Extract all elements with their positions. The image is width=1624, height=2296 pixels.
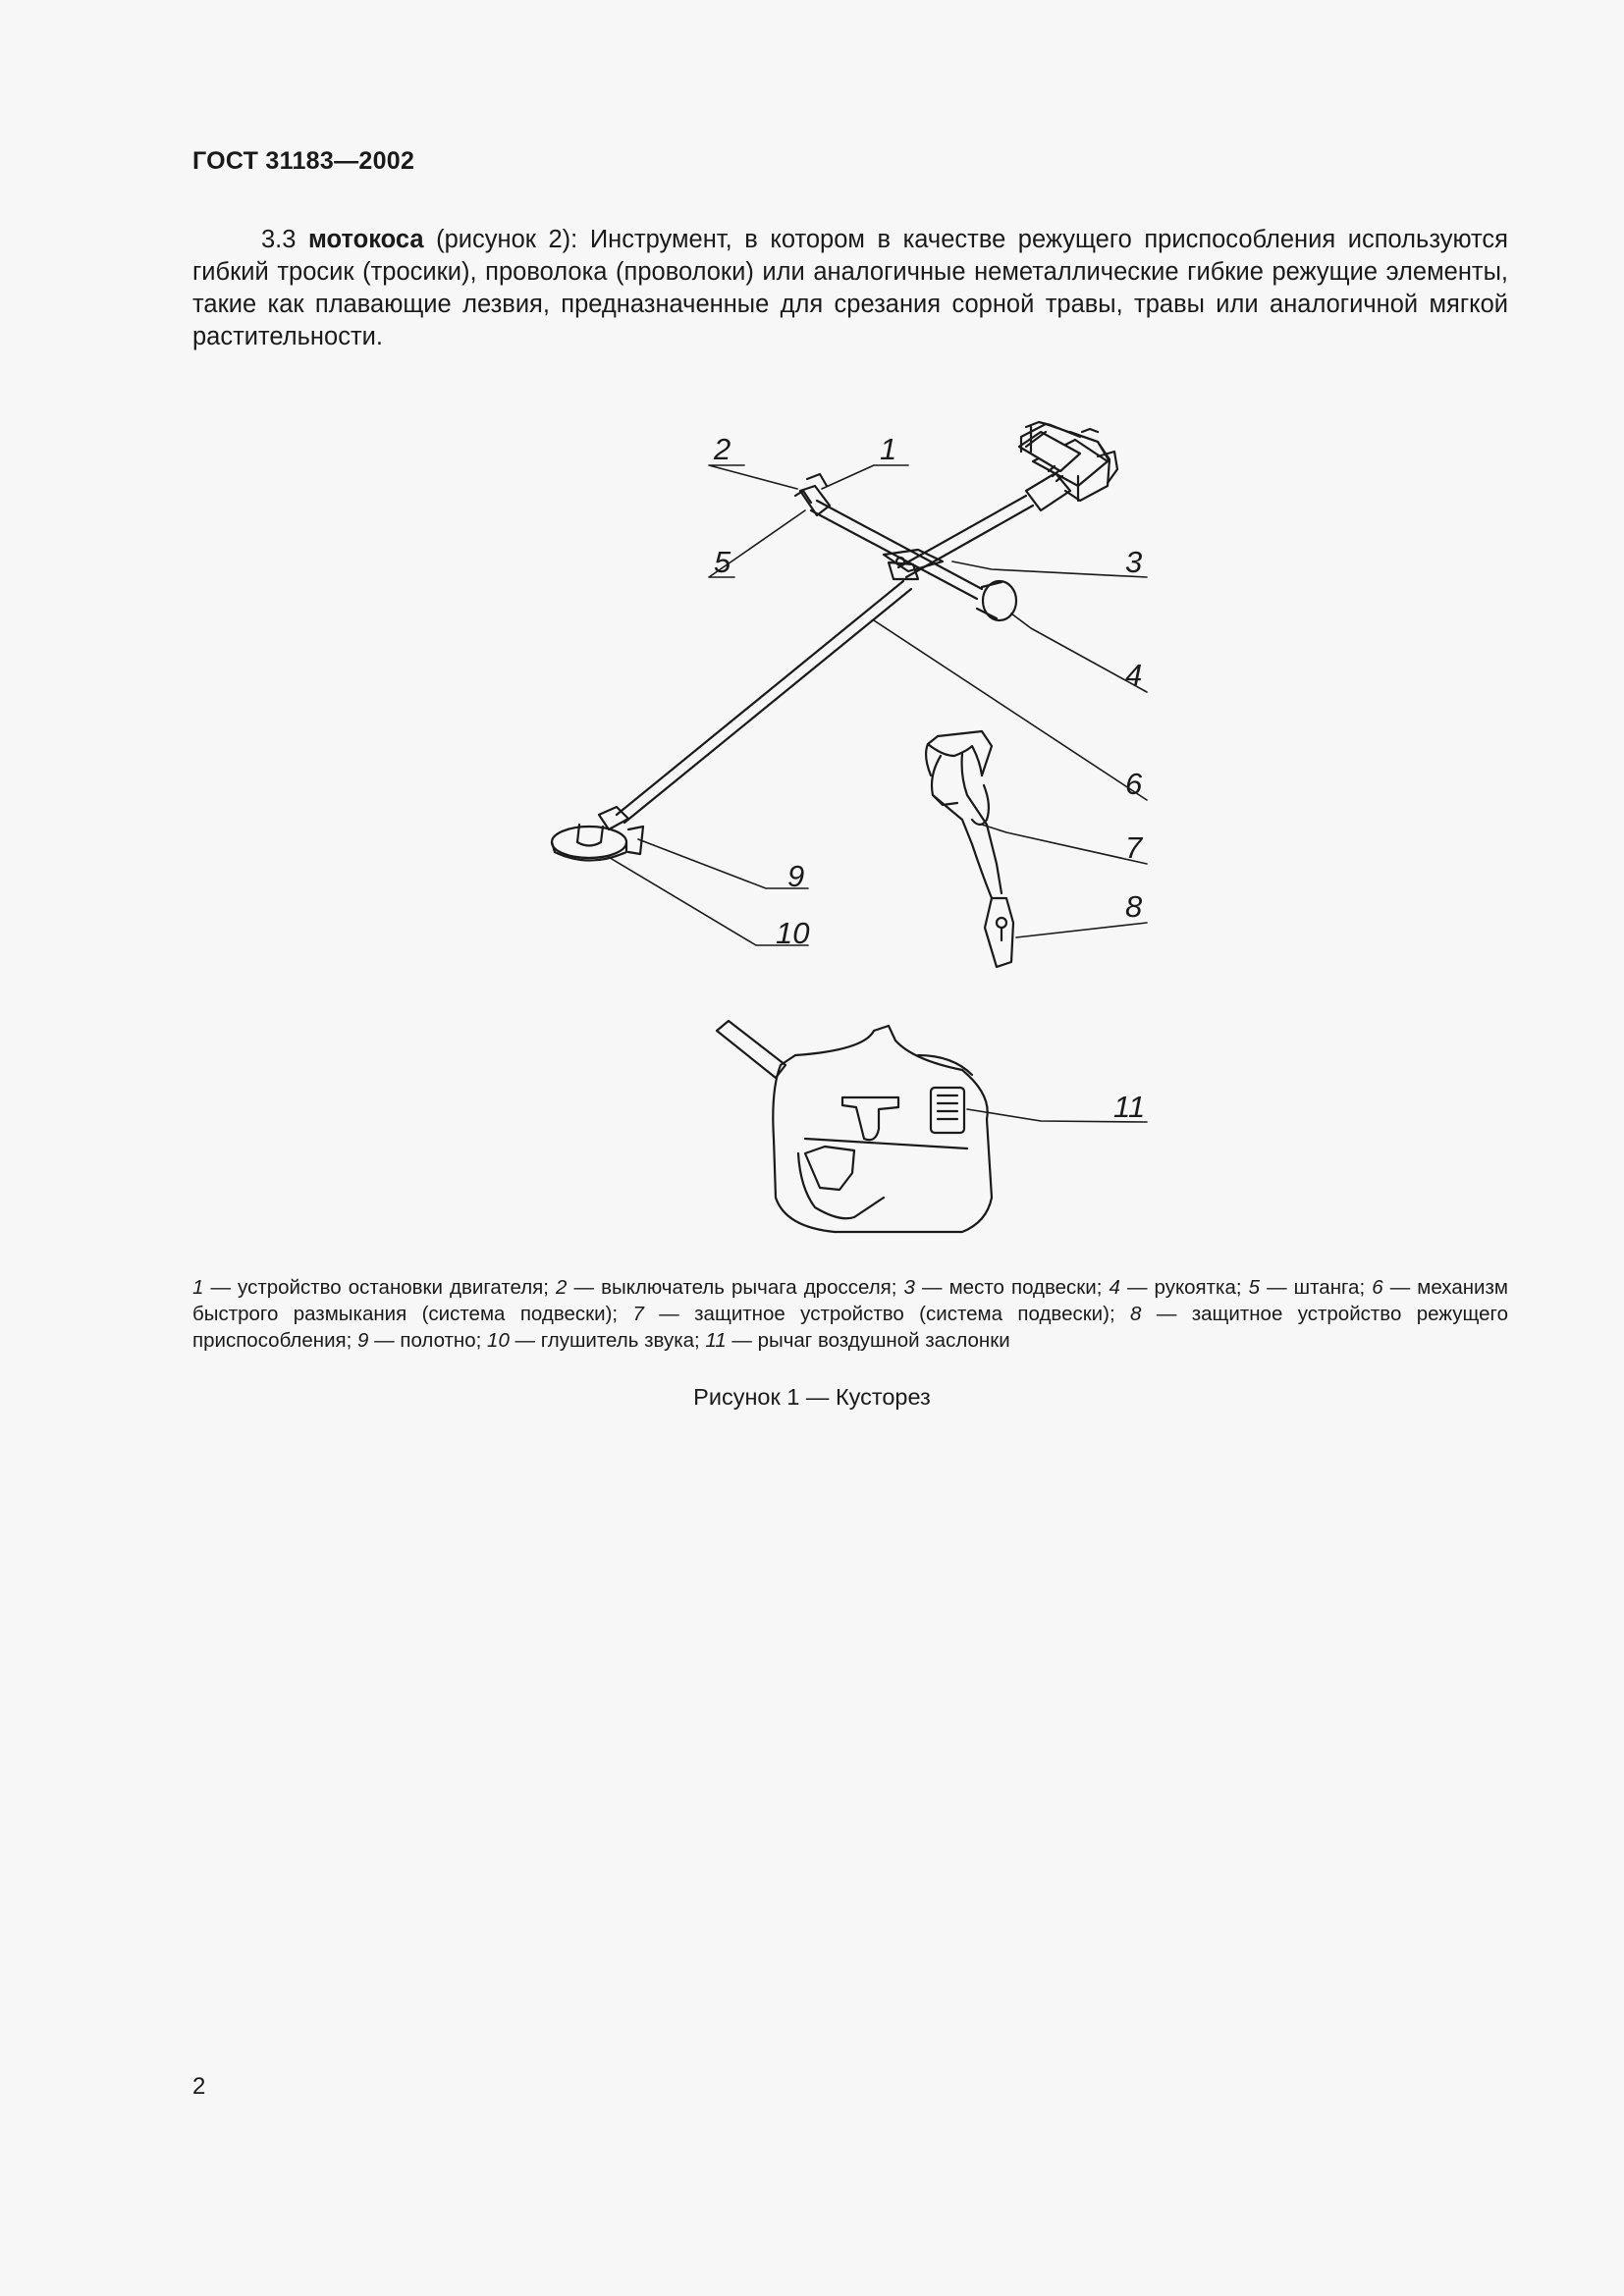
shaft-drawing <box>617 496 1033 823</box>
callout-3: 3 <box>1125 545 1143 579</box>
figure-caption: Рисунок 1 — Кусторез <box>693 1384 931 1410</box>
section-number: 3.3 <box>261 226 297 253</box>
choke-detail-drawing <box>717 1021 992 1232</box>
callout-4: 4 <box>1125 658 1143 692</box>
callout-8: 8 <box>1125 889 1143 924</box>
cutting-head-drawing <box>552 807 643 861</box>
motor-drawing <box>1019 422 1117 510</box>
harness-drawing <box>926 731 1013 967</box>
page-number: 2 <box>192 2073 206 2100</box>
callout-9: 9 <box>787 859 805 893</box>
callout-10: 10 <box>776 916 810 950</box>
callout-7: 7 <box>1125 830 1143 865</box>
defined-term: мотокоса <box>308 226 424 253</box>
figure-legend: 1 — устройство остановки двигателя; 2 — выключатель рычага дросселя; 3 — место подвески; 4 — рукоятка; 5 — штанга; 6 — механизм быстрого размыкания (система подвески); 7 — защитное устройство (система подвески); 8 — защитное устройство режущего приспособления; 9 — полотно; 10 — глушитель звука; 11 — рычаг воздушной заслонки <box>192 1276 1508 1352</box>
document-header: ГОСТ 31183—2002 <box>192 147 415 175</box>
callout-1: 1 <box>880 432 897 466</box>
definition-text: (рисунок 2): Инструмент, в котором в качестве режущего приспособления используются гибкий тросик (тросики), проволока (проволоки) или аналогичные неметаллические гибкие режущие элементы, такие как плавающие лезвия, предназначенные для срезания сорной травы, травы или аналогичной мягкой растительности. <box>192 226 1508 350</box>
handlebar-drawing <box>795 474 1016 620</box>
callout-2: 2 <box>714 432 731 466</box>
callout-6: 6 <box>1125 767 1143 801</box>
callout-5: 5 <box>714 545 731 579</box>
callout-11: 11 <box>1113 1090 1146 1124</box>
leader-lines <box>607 465 1147 1122</box>
